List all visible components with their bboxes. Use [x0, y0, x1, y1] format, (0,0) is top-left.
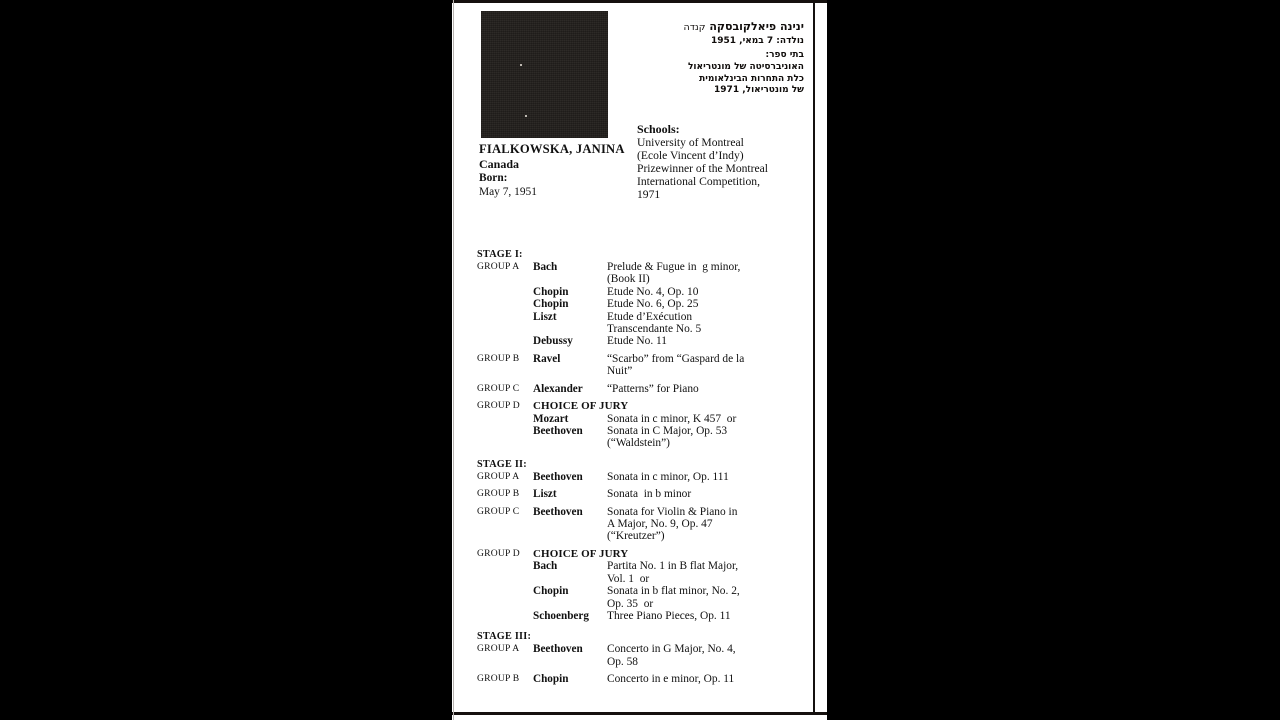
schools-block	[637, 122, 812, 201]
work-row	[533, 585, 807, 610]
program-group	[477, 673, 807, 685]
program-group	[477, 471, 807, 483]
work-title-line: Sonata in b flat minor, No. 2,	[607, 585, 740, 598]
stage-heading: STAGE II:	[477, 458, 527, 470]
schools-line: Prizewinner of the Montreal	[637, 162, 769, 175]
work-title	[607, 471, 807, 483]
work-title	[607, 383, 807, 395]
portrait-grain	[481, 11, 608, 138]
work-title	[607, 425, 807, 450]
hebrew-schools-label: בתי ספר:	[765, 50, 804, 60]
work-title-line: Sonata in b minor	[607, 488, 692, 501]
work-title-line: A Major, No. 9, Op. 47	[607, 518, 713, 530]
composer-name: Liszt	[533, 488, 557, 501]
work-row	[533, 643, 807, 668]
schools-line: University of Montreal	[637, 136, 744, 149]
scan-speck	[520, 64, 522, 66]
work-title-line: Concerto in G Major, No. 4,	[607, 643, 736, 656]
hebrew-performer-name: ינינה פיאלקובסקה	[709, 20, 804, 33]
page-bottom-rule	[452, 712, 827, 715]
portrait-photo	[481, 11, 608, 138]
work-title	[607, 261, 807, 286]
program-group	[477, 488, 807, 500]
work-title-line: Sonata for Violin & Piano in	[607, 505, 738, 518]
work-title-line: (“Kreutzer”)	[607, 530, 665, 543]
work-title-line: Nuit”	[607, 365, 633, 378]
work-title	[607, 585, 807, 610]
scan-speck	[525, 115, 527, 117]
work-title-line: Partita No. 1 in B flat Major,	[607, 560, 739, 573]
group-label: GROUP B	[477, 673, 520, 685]
program-group	[477, 261, 807, 348]
work-row	[533, 335, 807, 347]
work-row	[533, 673, 807, 685]
composer-name: Chopin	[533, 298, 569, 311]
stage-heading: STAGE III:	[477, 631, 532, 643]
work-title-line: Sonata in c minor, K 457 or	[607, 412, 737, 425]
page-right-rule	[813, 2, 815, 714]
work-title-line: Op. 35 or	[607, 597, 654, 610]
group-label: GROUP A	[477, 643, 520, 655]
performer-country: Canada	[479, 157, 520, 171]
composer-name: Beethoven	[533, 424, 583, 437]
work-row	[533, 413, 807, 425]
born-date: May 7, 1951	[479, 186, 537, 198]
composer-name: Chopin	[533, 585, 569, 598]
work-row	[533, 298, 807, 310]
work-row	[533, 353, 807, 378]
choice-of-jury-note: CHOICE OF JURY	[533, 400, 629, 413]
composer-name: Schoenberg	[533, 609, 589, 622]
work-row	[533, 311, 807, 336]
program-group	[477, 353, 807, 378]
work-title-line: Transcendante No. 5	[607, 323, 702, 336]
hebrew-school-line: כלת התחרות הבינלאומית	[699, 73, 804, 84]
group-label: GROUP C	[477, 382, 520, 394]
work-title-line: Etude d’Exécution	[607, 310, 693, 323]
work-title-line: Prelude & Fugue in g minor,	[607, 261, 741, 273]
composer-name: Beethoven	[533, 643, 583, 656]
scanned-program-page	[452, 0, 827, 720]
composer-name: Beethoven	[533, 505, 583, 518]
program-group	[477, 383, 807, 395]
work-title	[607, 298, 807, 310]
schools-line: (Ecole Vincent d’Indy)	[637, 149, 744, 162]
work-title-line: Sonata in C Major, Op. 53	[607, 424, 728, 437]
hebrew-bio-block	[619, 20, 804, 97]
program-group	[477, 400, 807, 450]
work-title-line: “Patterns” for Piano	[607, 382, 699, 395]
composer-name: Chopin	[533, 285, 569, 298]
hebrew-school-line: של מונטריאול, 1971	[714, 85, 804, 95]
work-row	[533, 425, 807, 450]
work-title	[607, 286, 807, 298]
composer-name: Beethoven	[533, 470, 583, 483]
composer-name: Alexander	[533, 382, 583, 395]
hebrew-country: קנדה	[683, 22, 706, 33]
page-top-rule	[452, 0, 827, 3]
choice-of-jury-note: CHOICE OF JURY	[533, 547, 629, 560]
work-title-line: Three Piano Pieces, Op. 11	[607, 609, 731, 622]
group-label: GROUP B	[477, 488, 520, 500]
composer-name: Mozart	[533, 412, 569, 425]
performer-identity	[479, 142, 659, 199]
born-label: Born:	[479, 172, 508, 184]
work-title-line: Etude No. 11	[607, 335, 668, 348]
performer-name: FIALKOWSKA, JANINA	[479, 142, 625, 156]
composer-name: Ravel	[533, 352, 561, 365]
group-label: GROUP B	[477, 352, 520, 364]
work-title-line: Vol. 1 or	[607, 572, 650, 585]
work-title-line: Concerto in e minor, Op. 11	[607, 673, 735, 686]
program-group	[477, 506, 807, 543]
work-title	[607, 506, 807, 543]
work-row	[533, 383, 807, 395]
group-label: GROUP C	[477, 505, 520, 517]
work-row	[533, 261, 807, 286]
composer-name: Liszt	[533, 310, 557, 323]
program-group	[477, 548, 807, 623]
hebrew-born-line: נולדה: 7 במאי, 1951	[710, 36, 804, 46]
work-title-line: Etude No. 4, Op. 10	[607, 285, 699, 298]
program-group	[477, 643, 807, 668]
work-title	[607, 643, 807, 668]
hebrew-school-line: האוניברסיטה של מונטריאול	[687, 62, 804, 72]
hebrew-name-line	[619, 20, 804, 35]
schools-line: 1971	[637, 188, 661, 201]
schools-label: Schools:	[637, 122, 680, 136]
work-title	[607, 673, 807, 685]
work-title-line: Op. 58	[607, 655, 639, 668]
group-label: GROUP A	[477, 470, 520, 482]
work-title	[607, 353, 807, 378]
composer-name: Bach	[533, 560, 558, 573]
composer-name: Chopin	[533, 673, 569, 686]
work-title-line: (“Waldstein”)	[607, 437, 670, 450]
stage-heading: STAGE I:	[477, 249, 523, 260]
work-title	[607, 488, 807, 500]
composer-name: Debussy	[533, 335, 573, 348]
work-title-line: Etude No. 6, Op. 25	[607, 298, 699, 311]
work-title	[607, 560, 807, 585]
page-left-edge	[453, 0, 454, 720]
work-row	[533, 471, 807, 483]
work-title	[607, 311, 807, 336]
work-title	[607, 335, 807, 347]
work-row	[533, 610, 807, 622]
work-title-line: Sonata in c minor, Op. 111	[607, 470, 729, 483]
composer-name: Bach	[533, 261, 558, 273]
group-label: GROUP D	[477, 400, 520, 412]
work-row	[533, 286, 807, 298]
work-row	[533, 560, 807, 585]
schools-line: International Competition,	[637, 175, 760, 188]
work-title-line: (Book II)	[607, 273, 650, 286]
work-title	[607, 413, 807, 425]
group-label: GROUP A	[477, 261, 520, 272]
work-title	[607, 610, 807, 622]
repertoire-program	[477, 248, 807, 686]
work-row	[533, 488, 807, 500]
work-title-line: “Scarbo” from “Gaspard de la	[607, 352, 745, 365]
group-label: GROUP D	[477, 547, 520, 559]
work-row	[533, 506, 807, 543]
